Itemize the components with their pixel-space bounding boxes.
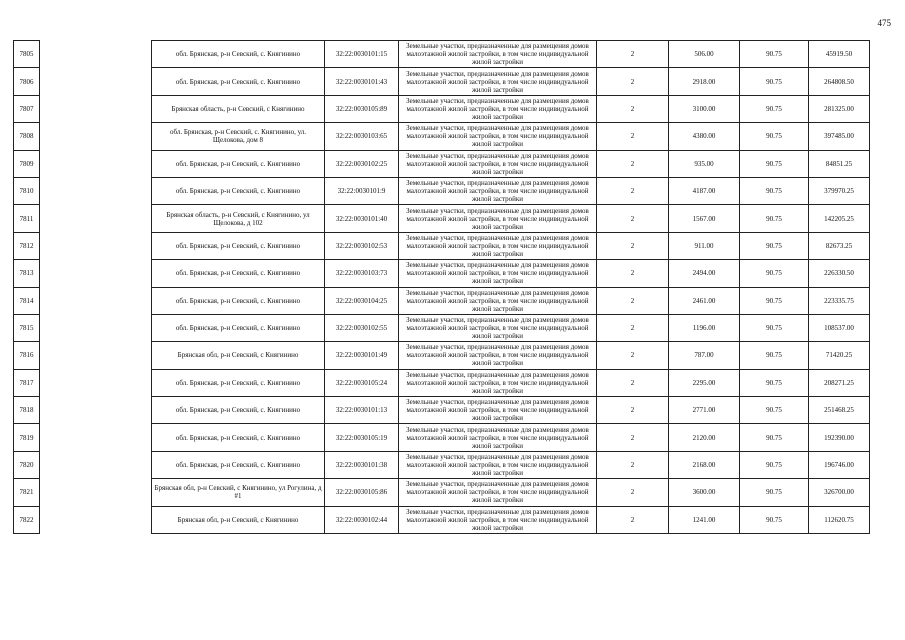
area-cell: 3600.00 bbox=[669, 479, 740, 506]
spacer-cell bbox=[40, 95, 152, 122]
land-use-cell: Земельные участки, предназначенные для размещения домов малоэтажной жилой застройки, в том числе индивидуальной жилой застройки bbox=[399, 479, 597, 506]
spacer-cell bbox=[40, 479, 152, 506]
spacer-cell bbox=[40, 314, 152, 341]
table-row bbox=[14, 342, 870, 369]
rate-cell: 90.75 bbox=[740, 177, 809, 204]
spacer-cell bbox=[40, 68, 152, 95]
group-cell: 2 bbox=[597, 287, 669, 314]
cadastral-value-cell: 82673.25 bbox=[809, 232, 870, 259]
land-use-cell: Земельные участки, предназначенные для размещения домов малоэтажной жилой застройки, в том числе индивидуальной жилой застройки bbox=[399, 123, 597, 150]
table-row bbox=[14, 260, 870, 287]
area-cell: 4187.00 bbox=[669, 177, 740, 204]
spacer-cell bbox=[40, 424, 152, 451]
land-use-cell: Земельные участки, предназначенные для размещения домов малоэтажной жилой застройки, в том числе индивидуальной жилой застройки bbox=[399, 506, 597, 533]
row-number-cell: 7810 bbox=[14, 177, 40, 204]
land-use-cell: Земельные участки, предназначенные для размещения домов малоэтажной жилой застройки, в том числе индивидуальной жилой застройки bbox=[399, 287, 597, 314]
spacer-cell bbox=[40, 260, 152, 287]
table-row bbox=[14, 397, 870, 424]
group-cell: 2 bbox=[597, 205, 669, 232]
group-cell: 2 bbox=[597, 123, 669, 150]
area-cell: 911.00 bbox=[669, 232, 740, 259]
address-cell: обл. Брянская, р-н Севский, с. Княгинино bbox=[152, 177, 325, 204]
row-number-cell: 7807 bbox=[14, 95, 40, 122]
spacer-cell bbox=[40, 342, 152, 369]
group-cell: 2 bbox=[597, 232, 669, 259]
group-cell: 2 bbox=[597, 342, 669, 369]
group-cell: 2 bbox=[597, 68, 669, 95]
group-cell: 2 bbox=[597, 177, 669, 204]
spacer-cell bbox=[40, 150, 152, 177]
cadastral-number-cell: 32:22:0030101:43 bbox=[325, 68, 399, 95]
area-cell: 1567.00 bbox=[669, 205, 740, 232]
area-cell: 2295.00 bbox=[669, 369, 740, 396]
address-cell: Брянская обл, р-н Севский, с Княгинино, ул Рогулина, д #1 bbox=[152, 479, 325, 506]
land-use-cell: Земельные участки, предназначенные для размещения домов малоэтажной жилой застройки, в том числе индивидуальной жилой застройки bbox=[399, 260, 597, 287]
land-use-cell: Земельные участки, предназначенные для размещения домов малоэтажной жилой застройки, в том числе индивидуальной жилой застройки bbox=[399, 232, 597, 259]
rate-cell: 90.75 bbox=[740, 342, 809, 369]
cadastral-number-cell: 32:22:0030102:25 bbox=[325, 150, 399, 177]
land-use-cell: Земельные участки, предназначенные для размещения домов малоэтажной жилой застройки, в том числе индивидуальной жилой застройки bbox=[399, 342, 597, 369]
rate-cell: 90.75 bbox=[740, 123, 809, 150]
area-cell: 787.00 bbox=[669, 342, 740, 369]
land-use-cell: Земельные участки, предназначенные для размещения домов малоэтажной жилой застройки, в том числе индивидуальной жилой застройки bbox=[399, 150, 597, 177]
cadastral-value-cell: 112620.75 bbox=[809, 506, 870, 533]
row-number-cell: 7820 bbox=[14, 451, 40, 478]
table-row bbox=[14, 232, 870, 259]
group-cell: 2 bbox=[597, 506, 669, 533]
spacer-cell bbox=[40, 287, 152, 314]
table-row bbox=[14, 177, 870, 204]
table-body bbox=[14, 41, 870, 534]
rate-cell: 90.75 bbox=[740, 95, 809, 122]
cadastral-value-cell: 379970.25 bbox=[809, 177, 870, 204]
rate-cell: 90.75 bbox=[740, 314, 809, 341]
cadastral-number-cell: 32:22:0030101:13 bbox=[325, 397, 399, 424]
group-cell: 2 bbox=[597, 397, 669, 424]
land-use-cell: Земельные участки, предназначенные для размещения домов малоэтажной жилой застройки, в том числе индивидуальной жилой застройки bbox=[399, 397, 597, 424]
table-row bbox=[14, 150, 870, 177]
row-number-cell: 7812 bbox=[14, 232, 40, 259]
address-cell: обл. Брянская, р-н Севский, с. Княгинино bbox=[152, 369, 325, 396]
address-cell: обл. Брянская, р-н Севский, с. Княгинино bbox=[152, 232, 325, 259]
area-cell: 2120.00 bbox=[669, 424, 740, 451]
cadastral-number-cell: 32:22:0030101:15 bbox=[325, 41, 399, 68]
address-cell: обл. Брянская, р-н Севский, с. Княгинино bbox=[152, 287, 325, 314]
land-use-cell: Земельные участки, предназначенные для размещения домов малоэтажной жилой застройки, в том числе индивидуальной жилой застройки bbox=[399, 314, 597, 341]
cadastral-value-cell: 326700.00 bbox=[809, 479, 870, 506]
rate-cell: 90.75 bbox=[740, 150, 809, 177]
rate-cell: 90.75 bbox=[740, 397, 809, 424]
table-row bbox=[14, 205, 870, 232]
address-cell: обл. Брянская, р-н Севский, с. Княгинино bbox=[152, 150, 325, 177]
rate-cell: 90.75 bbox=[740, 205, 809, 232]
cadastral-number-cell: 32:22:0030105:19 bbox=[325, 424, 399, 451]
spacer-cell bbox=[40, 451, 152, 478]
cadastral-value-cell: 226330.50 bbox=[809, 260, 870, 287]
group-cell: 2 bbox=[597, 479, 669, 506]
address-cell: обл. Брянская, р-н Севский, с. Княгинино bbox=[152, 314, 325, 341]
row-number-cell: 7813 bbox=[14, 260, 40, 287]
cadastral-value-cell: 264808.50 bbox=[809, 68, 870, 95]
row-number-cell: 7808 bbox=[14, 123, 40, 150]
address-cell: обл. Брянская, р-н Севский, с. Княгинино bbox=[152, 68, 325, 95]
table-row bbox=[14, 369, 870, 396]
spacer-cell bbox=[40, 205, 152, 232]
group-cell: 2 bbox=[597, 95, 669, 122]
table-row bbox=[14, 123, 870, 150]
table-row bbox=[14, 287, 870, 314]
rate-cell: 90.75 bbox=[740, 451, 809, 478]
spacer-cell bbox=[40, 506, 152, 533]
cadastral-value-cell: 192390.00 bbox=[809, 424, 870, 451]
rate-cell: 90.75 bbox=[740, 260, 809, 287]
row-number-cell: 7818 bbox=[14, 397, 40, 424]
area-cell: 2168.00 bbox=[669, 451, 740, 478]
land-use-cell: Земельные участки, предназначенные для размещения домов малоэтажной жилой застройки, в том числе индивидуальной жилой застройки bbox=[399, 369, 597, 396]
rate-cell: 90.75 bbox=[740, 68, 809, 95]
cadastral-value-cell: 108537.00 bbox=[809, 314, 870, 341]
row-number-cell: 7806 bbox=[14, 68, 40, 95]
table-row bbox=[14, 424, 870, 451]
address-cell: обл. Брянская, р-н Севский, с. Княгинино bbox=[152, 41, 325, 68]
land-use-cell: Земельные участки, предназначенные для размещения домов малоэтажной жилой застройки, в том числе индивидуальной жилой застройки bbox=[399, 68, 597, 95]
cadastral-value-cell: 251468.25 bbox=[809, 397, 870, 424]
area-cell: 1241.00 bbox=[669, 506, 740, 533]
land-use-cell: Земельные участки, предназначенные для размещения домов малоэтажной жилой застройки, в том числе индивидуальной жилой застройки bbox=[399, 177, 597, 204]
table-row bbox=[14, 314, 870, 341]
row-number-cell: 7805 bbox=[14, 41, 40, 68]
cadastral-number-cell: 32:22:0030101:49 bbox=[325, 342, 399, 369]
cadastral-number-cell: 32:22:0030102:55 bbox=[325, 314, 399, 341]
group-cell: 2 bbox=[597, 41, 669, 68]
area-cell: 2461.00 bbox=[669, 287, 740, 314]
group-cell: 2 bbox=[597, 150, 669, 177]
address-cell: обл. Брянская, р-н Севский, с. Княгинино bbox=[152, 424, 325, 451]
area-cell: 935.00 bbox=[669, 150, 740, 177]
rate-cell: 90.75 bbox=[740, 369, 809, 396]
address-cell: обл. Брянская, р-н Севский, с. Княгинино, ул. Щелокова, дом 8 bbox=[152, 123, 325, 150]
group-cell: 2 bbox=[597, 424, 669, 451]
cadastral-value-cell: 142205.25 bbox=[809, 205, 870, 232]
land-use-cell: Земельные участки, предназначенные для размещения домов малоэтажной жилой застройки, в том числе индивидуальной жилой застройки bbox=[399, 95, 597, 122]
area-cell: 2494.00 bbox=[669, 260, 740, 287]
table-row bbox=[14, 95, 870, 122]
row-number-cell: 7817 bbox=[14, 369, 40, 396]
cadastral-value-cell: 223335.75 bbox=[809, 287, 870, 314]
address-cell: обл. Брянская, р-н Севский, с. Княгинино bbox=[152, 451, 325, 478]
rate-cell: 90.75 bbox=[740, 479, 809, 506]
cadastral-value-cell: 84851.25 bbox=[809, 150, 870, 177]
cadastral-number-cell: 32:22:0030101:40 bbox=[325, 205, 399, 232]
spacer-cell bbox=[40, 123, 152, 150]
area-cell: 506.00 bbox=[669, 41, 740, 68]
spacer-cell bbox=[40, 369, 152, 396]
area-cell: 3100.00 bbox=[669, 95, 740, 122]
table-row bbox=[14, 506, 870, 533]
land-use-cell: Земельные участки, предназначенные для размещения домов малоэтажной жилой застройки, в том числе индивидуальной жилой застройки bbox=[399, 424, 597, 451]
address-cell: Брянская область, р-н Севский, с Княгинино bbox=[152, 95, 325, 122]
spacer-cell bbox=[40, 232, 152, 259]
land-use-cell: Земельные участки, предназначенные для размещения домов малоэтажной жилой застройки, в том числе индивидуальной жилой застройки bbox=[399, 41, 597, 68]
cadastral-value-cell: 71420.25 bbox=[809, 342, 870, 369]
cadastral-value-cell: 45919.50 bbox=[809, 41, 870, 68]
address-cell: Брянская обл, р-н Севский, с Княгинино bbox=[152, 342, 325, 369]
area-cell: 1196.00 bbox=[669, 314, 740, 341]
rate-cell: 90.75 bbox=[740, 41, 809, 68]
group-cell: 2 bbox=[597, 260, 669, 287]
row-number-cell: 7821 bbox=[14, 479, 40, 506]
group-cell: 2 bbox=[597, 314, 669, 341]
area-cell: 2771.00 bbox=[669, 397, 740, 424]
page-number: 475 bbox=[877, 18, 891, 28]
rate-cell: 90.75 bbox=[740, 287, 809, 314]
table-row bbox=[14, 451, 870, 478]
cadastral-value-cell: 196746.00 bbox=[809, 451, 870, 478]
table-row bbox=[14, 479, 870, 506]
row-number-cell: 7811 bbox=[14, 205, 40, 232]
cadastral-value-cell: 281325.00 bbox=[809, 95, 870, 122]
cadastral-number-cell: 32:22:0030105:86 bbox=[325, 479, 399, 506]
address-cell: обл. Брянская, р-н Севский, с. Княгинино bbox=[152, 260, 325, 287]
land-use-cell: Земельные участки, предназначенные для размещения домов малоэтажной жилой застройки, в том числе индивидуальной жилой застройки bbox=[399, 205, 597, 232]
address-cell: Брянская обл, р-н Севский, с Княгинино bbox=[152, 506, 325, 533]
row-number-cell: 7819 bbox=[14, 424, 40, 451]
group-cell: 2 bbox=[597, 369, 669, 396]
cadastral-number-cell: 32:22:0030102:44 bbox=[325, 506, 399, 533]
cadastral-number-cell: 32:22:0030102:53 bbox=[325, 232, 399, 259]
rate-cell: 90.75 bbox=[740, 232, 809, 259]
rate-cell: 90.75 bbox=[740, 424, 809, 451]
cadastral-value-table bbox=[13, 40, 870, 534]
row-number-cell: 7814 bbox=[14, 287, 40, 314]
land-use-cell: Земельные участки, предназначенные для размещения домов малоэтажной жилой застройки, в том числе индивидуальной жилой застройки bbox=[399, 451, 597, 478]
cadastral-value-cell: 397485.00 bbox=[809, 123, 870, 150]
cadastral-number-cell: 32:22:0030101:38 bbox=[325, 451, 399, 478]
rate-cell: 90.75 bbox=[740, 506, 809, 533]
row-number-cell: 7816 bbox=[14, 342, 40, 369]
spacer-cell bbox=[40, 177, 152, 204]
table-row bbox=[14, 68, 870, 95]
cadastral-value-cell: 208271.25 bbox=[809, 369, 870, 396]
address-cell: обл. Брянская, р-н Севский, с. Княгинино bbox=[152, 397, 325, 424]
spacer-cell bbox=[40, 41, 152, 68]
group-cell: 2 bbox=[597, 451, 669, 478]
area-cell: 4380.00 bbox=[669, 123, 740, 150]
cadastral-number-cell: 32:22:0030103:73 bbox=[325, 260, 399, 287]
area-cell: 2918.00 bbox=[669, 68, 740, 95]
address-cell: Брянская область, р-н Севский, с Княгинино, ул Щелокова, д 102 bbox=[152, 205, 325, 232]
row-number-cell: 7822 bbox=[14, 506, 40, 533]
cadastral-number-cell: 32:22:0030105:89 bbox=[325, 95, 399, 122]
row-number-cell: 7815 bbox=[14, 314, 40, 341]
row-number-cell: 7809 bbox=[14, 150, 40, 177]
table-row bbox=[14, 41, 870, 68]
cadastral-number-cell: 32:22:0030104:25 bbox=[325, 287, 399, 314]
cadastral-number-cell: 32:22:0030103:65 bbox=[325, 123, 399, 150]
cadastral-number-cell: 32:22:0030101:9 bbox=[325, 177, 399, 204]
spacer-cell bbox=[40, 397, 152, 424]
cadastral-number-cell: 32:22:0030105:24 bbox=[325, 369, 399, 396]
